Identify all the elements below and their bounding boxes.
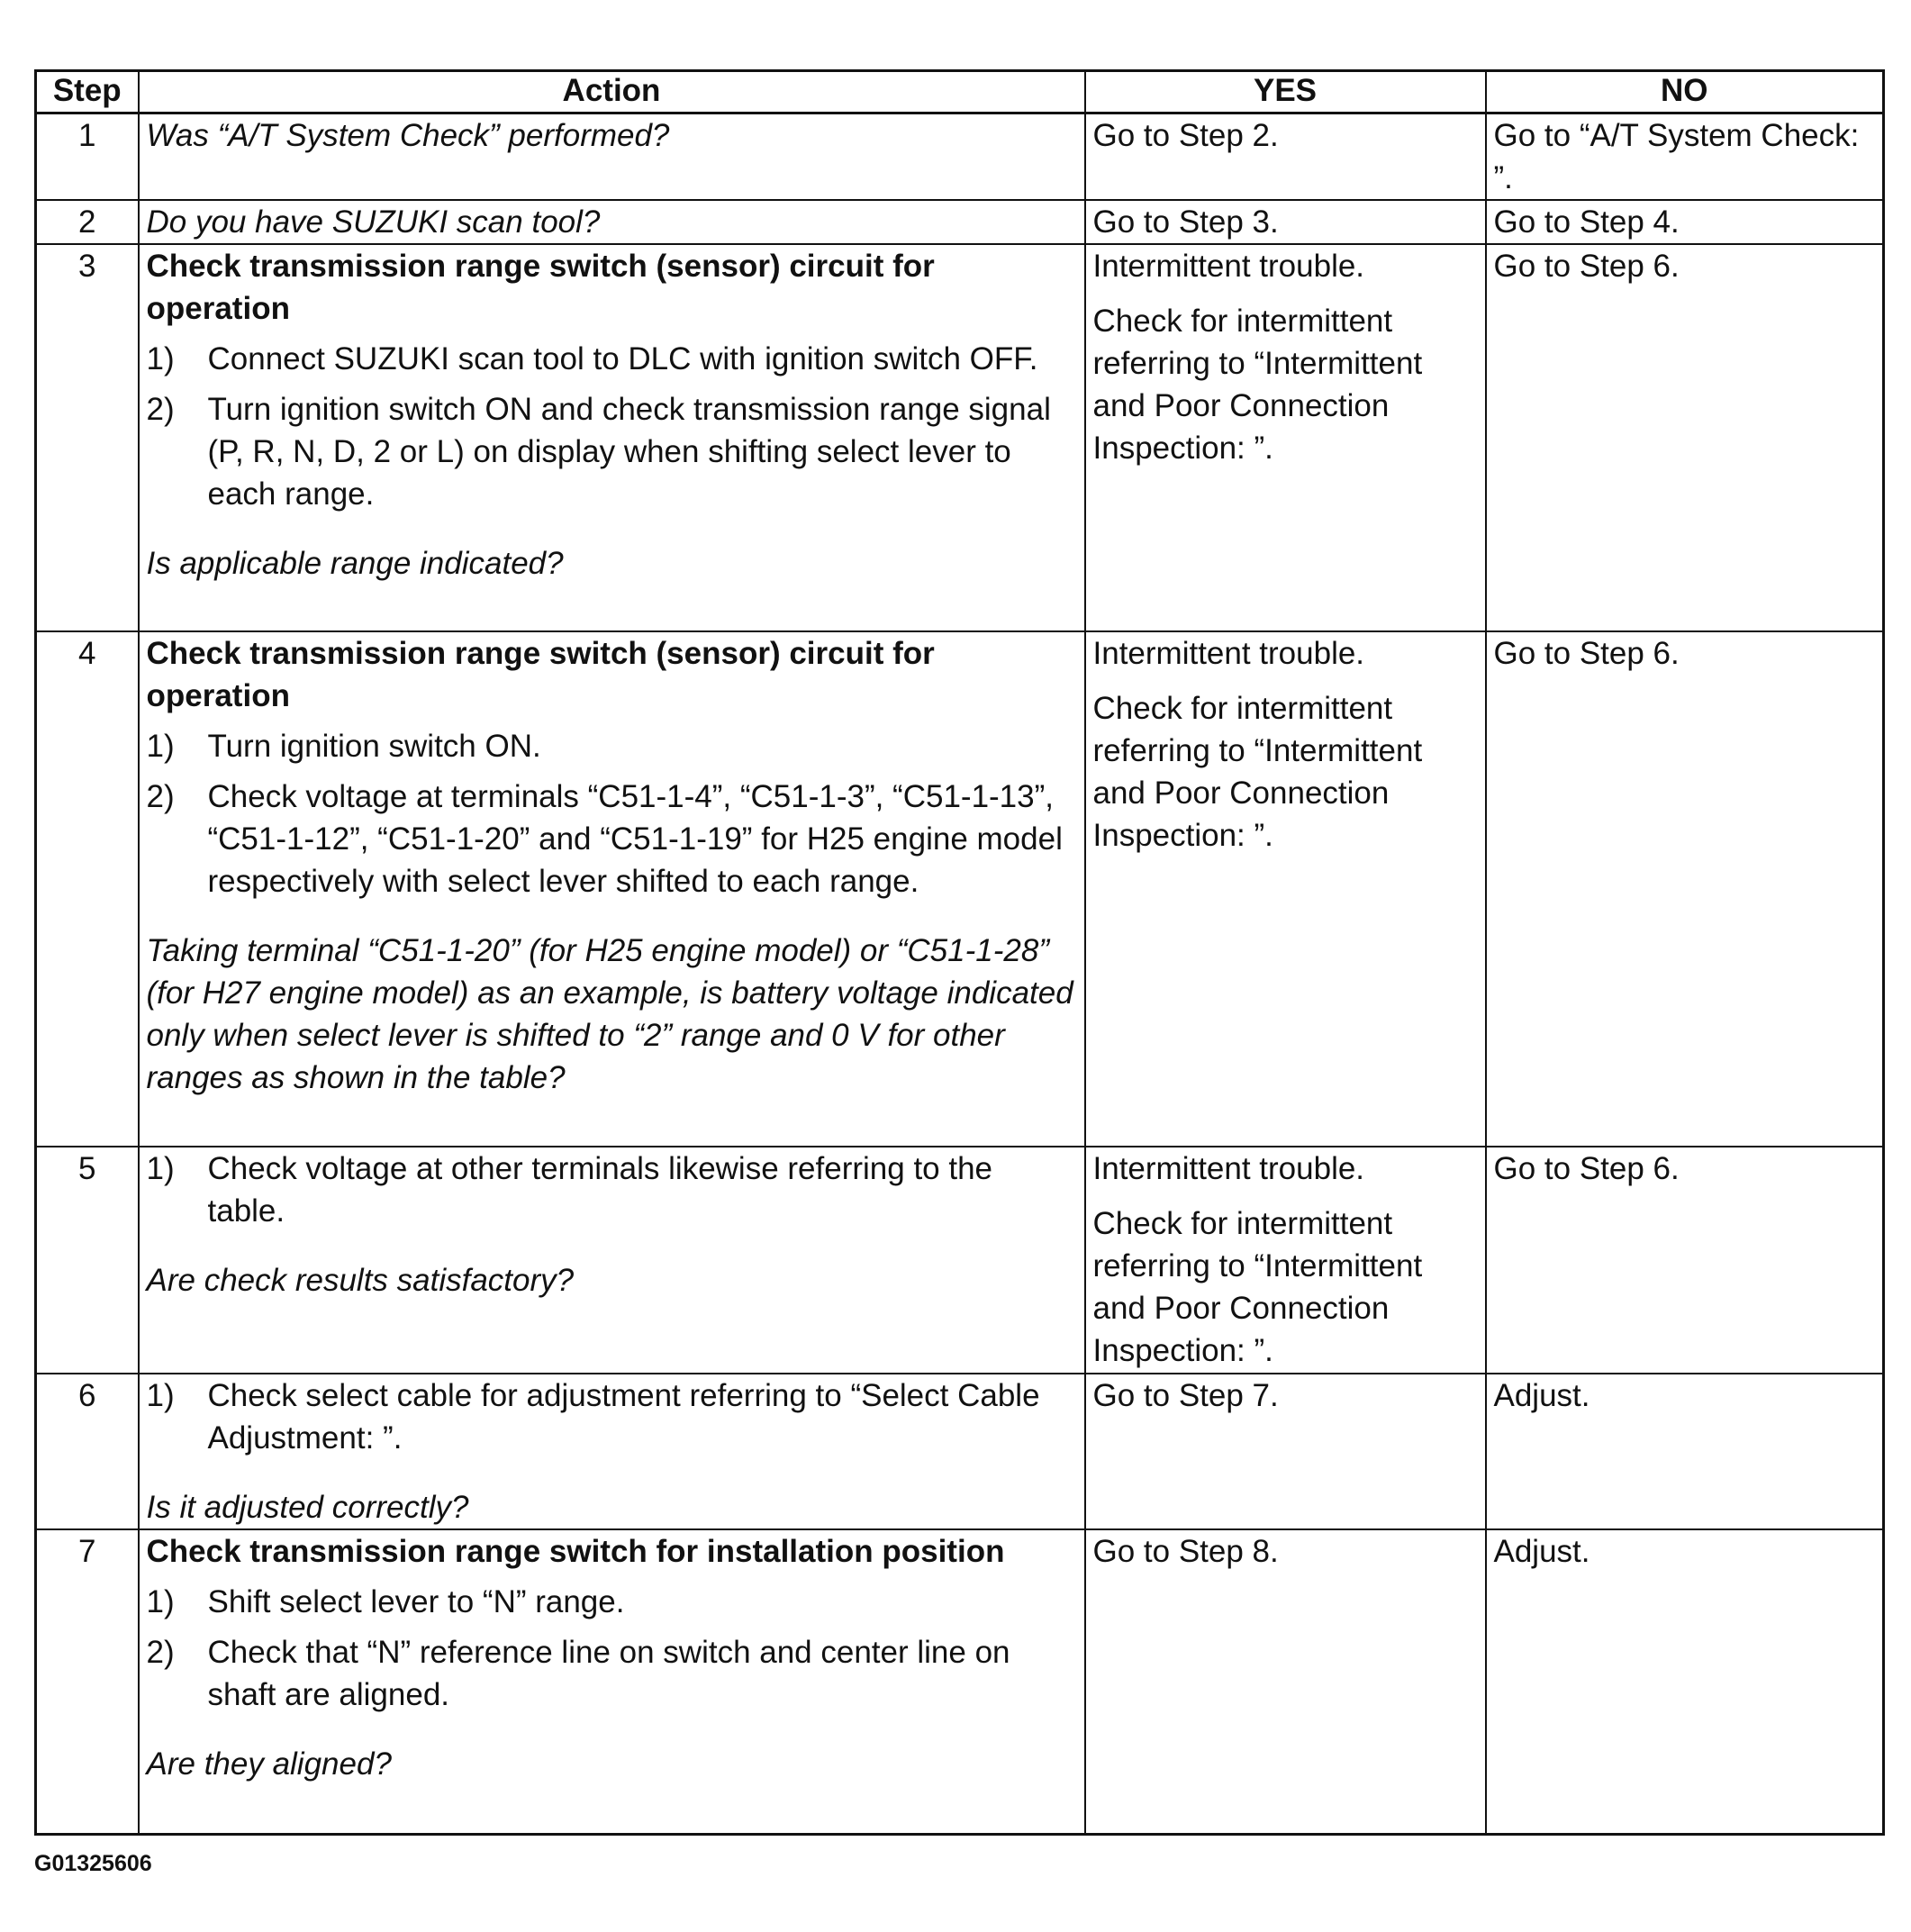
yes-cell [1085, 244, 1486, 631]
diagnostic-table-page [34, 69, 1882, 1836]
table-row [36, 1147, 1884, 1374]
action-cell [139, 1374, 1085, 1529]
step-number: 4 [36, 631, 139, 1147]
action-title: Check transmission range switch (sensor) circuit for operation [146, 249, 935, 326]
table-row [36, 1374, 1884, 1529]
figure-code: G01325606 [34, 1851, 152, 1876]
action-question: Is applicable range indicated? [146, 546, 564, 581]
yes-detail: Check for intermittent referring to “Intermittent and Poor Connection Inspection: ”. [1092, 1206, 1423, 1368]
no-text: Go to Step 4. [1493, 204, 1680, 240]
yes-text: Go to Step 3. [1092, 204, 1279, 240]
no-text: Go to Step 6. [1493, 249, 1680, 284]
header-yes: YES [1085, 71, 1486, 113]
yes-cell [1085, 1147, 1486, 1374]
action-substep [147, 388, 1077, 515]
action-question: Do you have SUZUKI scan tool? [146, 204, 601, 240]
yes-cell [1085, 200, 1486, 244]
header-no: NO [1486, 71, 1884, 113]
no-text: Adjust. [1493, 1534, 1590, 1569]
no-cell [1486, 1147, 1884, 1374]
table-row [36, 113, 1884, 201]
yes-cell [1085, 1374, 1486, 1529]
substep-number: 1) [146, 1584, 175, 1619]
yes-text: Go to Step 8. [1092, 1534, 1279, 1569]
substep-text: Shift select lever to “N” range. [207, 1584, 625, 1619]
yes-detail: Check for intermittent referring to “Intermittent and Poor Connection Inspection: ”. [1092, 691, 1423, 853]
step-number: 3 [36, 244, 139, 631]
action-cell [139, 244, 1085, 631]
yes-text: Go to Step 7. [1092, 1378, 1279, 1413]
substep-number: 1) [146, 729, 175, 764]
action-question: Are check results satisfactory? [146, 1263, 575, 1298]
action-substep [147, 776, 1077, 903]
yes-cell [1085, 113, 1486, 201]
action-title: Check transmission range switch (sensor) circuit for operation [146, 636, 935, 713]
substep-number: 1) [146, 1151, 175, 1186]
no-cell [1486, 113, 1884, 201]
action-question: Are they aligned? [146, 1746, 392, 1782]
action-question: Taking terminal “C51-1-20” (for H25 engine model) or “C51-1-28” (for H27 engine model) as an example, is battery voltage indicated only when select lever is shifted to “2” range and 0 V for other ranges as shown in the table? [146, 933, 1073, 1095]
yes-cell [1085, 1529, 1486, 1834]
substep-number: 2) [146, 779, 175, 814]
substep-text: Check select cable for adjustment referring to “Select Cable Adjustment: ”. [207, 1378, 1040, 1456]
action-question: Is it adjusted correctly? [146, 1490, 469, 1525]
action-cell [139, 113, 1085, 201]
substep-text: Turn ignition switch ON. [207, 729, 541, 764]
substep-number: 2) [146, 1635, 175, 1670]
no-cell [1486, 1374, 1884, 1529]
no-cell [1486, 1529, 1884, 1834]
action-substep [147, 1147, 1077, 1232]
substep-number: 2) [146, 392, 175, 427]
table-row [36, 200, 1884, 244]
no-text: Go to Step 6. [1493, 636, 1680, 671]
action-substep [147, 1581, 1077, 1623]
step-number: 7 [36, 1529, 139, 1834]
action-question: Was “A/T System Check” performed? [146, 118, 670, 153]
step-number: 6 [36, 1374, 139, 1529]
substep-number: 1) [146, 341, 175, 376]
action-title: Check transmission range switch for installation position [146, 1534, 1005, 1569]
substep-text: Check voltage at other terminals likewise referring to the table. [207, 1151, 993, 1229]
action-substep [147, 1374, 1077, 1459]
no-text: Go to Step 6. [1493, 1151, 1680, 1186]
table-row [36, 244, 1884, 631]
yes-text: Go to Step 2. [1092, 118, 1279, 153]
table-header-row [36, 71, 1884, 113]
step-number: 2 [36, 200, 139, 244]
substep-text: Check voltage at terminals “C51-1-4”, “C51-1-3”, “C51-1-13”, “C51-1-12”, “C51-1-20” and “C51-1-19” for H25 engine model respectively with select lever shifted to each range. [207, 779, 1063, 899]
no-cell [1486, 244, 1884, 631]
substep-number: 1) [146, 1378, 175, 1413]
substep-text: Connect SUZUKI scan tool to DLC with ignition switch OFF. [207, 341, 1038, 376]
action-cell [139, 631, 1085, 1147]
table-row [36, 631, 1884, 1147]
action-cell [139, 1529, 1085, 1834]
table-row [36, 1529, 1884, 1834]
action-substep [147, 1631, 1077, 1716]
header-action: Action [139, 71, 1085, 113]
diagnostic-flow-table [34, 69, 1885, 1836]
yes-text: Intermittent trouble. [1092, 1151, 1365, 1186]
yes-cell [1085, 631, 1486, 1147]
action-cell [139, 200, 1085, 244]
no-text: Go to “A/T System Check: ”. [1493, 118, 1860, 195]
action-substep [147, 725, 1077, 767]
no-text: Adjust. [1493, 1378, 1590, 1413]
yes-detail: Check for intermittent referring to “Intermittent and Poor Connection Inspection: ”. [1092, 304, 1423, 466]
step-number: 5 [36, 1147, 139, 1374]
no-cell [1486, 631, 1884, 1147]
yes-text: Intermittent trouble. [1092, 636, 1365, 671]
action-substep [147, 338, 1077, 380]
step-number: 1 [36, 113, 139, 201]
substep-text: Check that “N” reference line on switch and center line on shaft are aligned. [207, 1635, 1010, 1712]
substep-text: Turn ignition switch ON and check transmission range signal (P, R, N, D, 2 or L) on display when shifting select lever to each range. [207, 392, 1051, 512]
action-cell [139, 1147, 1085, 1374]
header-step: Step [36, 71, 139, 113]
no-cell [1486, 200, 1884, 244]
yes-text: Intermittent trouble. [1092, 249, 1365, 284]
